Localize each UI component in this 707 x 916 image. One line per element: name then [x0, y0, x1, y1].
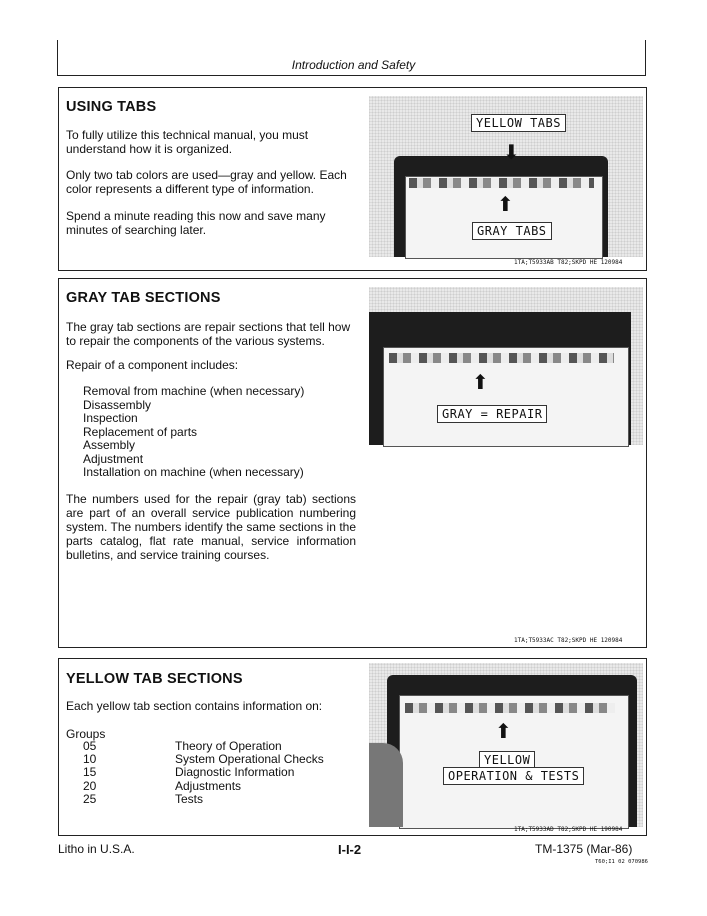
repair-steps-list	[83, 385, 363, 480]
group-number: 05	[83, 739, 97, 753]
list-item: Disassembly	[83, 397, 152, 412]
page-header-title: Introduction and Safety	[291, 58, 416, 72]
list-item: Installation on machine (when necessary)	[83, 465, 304, 479]
yellow-label: YELLOW	[479, 751, 535, 769]
using-tabs-title: USING TABS	[66, 99, 157, 115]
hand-shadow	[369, 743, 403, 827]
gray-repair-label: GRAY = REPAIR	[437, 405, 547, 423]
list-item: Replacement of parts	[83, 424, 198, 439]
gray-tabs-label: GRAY TABS	[472, 222, 552, 240]
using-tabs-paragraph-3: Spend a minute reading this now and save many minutes of searching later.	[66, 209, 326, 237]
group-description: Tests	[175, 791, 204, 806]
down-arrow-icon: ⬇	[503, 140, 520, 164]
footer-left: Litho in U.S.A.	[58, 842, 135, 856]
gray-tab-paragraph-3: The numbers used for the repair (gray tab) sections are part of an overall service publication numbering system. The numbers identify the same sections in the parts catalog, flat rate manual, service information bulletins, and service training courses.	[66, 492, 356, 562]
footer-page-number: I-I-2	[338, 842, 362, 857]
group-description: Diagnostic Information	[175, 765, 295, 780]
header-rule	[57, 75, 646, 76]
tab-strip	[409, 178, 594, 188]
groups-label: Groups	[66, 727, 106, 741]
list-item: Assembly	[83, 438, 136, 452]
footer-right: TM-1375 (Mar-86)	[535, 842, 633, 856]
list-item: Inspection	[83, 411, 138, 425]
manual-pages	[405, 176, 603, 259]
yellow-tabs-label: YELLOW TABS	[471, 114, 566, 132]
group-number: 10	[83, 752, 97, 767]
group-number: 25	[83, 791, 97, 806]
table-row	[83, 766, 324, 779]
gray-tab-paragraph-2: Repair of a component includes:	[66, 358, 239, 372]
list-item: Removal from machine (when necessary)	[83, 384, 305, 398]
group-number: 20	[83, 778, 97, 793]
table-row	[83, 793, 324, 806]
group-description: System Operational Checks	[175, 752, 324, 767]
yellow-tab-paragraph-1: Each yellow tab section contains information on:	[66, 699, 323, 713]
group-number: 15	[83, 765, 97, 780]
tab-strip	[405, 703, 615, 713]
group-description: Adjustments	[175, 778, 242, 793]
using-tabs-caption: 1TA;T5933AB T82;SKPD HE 120984	[514, 259, 623, 266]
gray-tab-caption: 1TA;T5933AC T82;SKPD HE 120984	[514, 637, 623, 644]
gray-tab-title: GRAY TAB SECTIONS	[66, 290, 221, 306]
yellow-tab-photo	[369, 663, 643, 827]
yellow-tab-caption: 1TA;T5933AD T82;SKPD HE 190984	[514, 826, 623, 833]
footer-code: T60;I1 02 070986	[595, 859, 648, 865]
yellow-tab-title: YELLOW TAB SECTIONS	[66, 671, 243, 687]
list-item: Adjustment	[83, 451, 144, 466]
up-arrow-icon: ⬆	[495, 719, 512, 743]
using-tabs-paragraph-1: To fully utilize this technical manual, you must understand how it is organized.	[66, 128, 309, 156]
gray-tab-photo	[369, 287, 643, 445]
using-tabs-paragraph-2: Only two tab colors are used—gray and yellow. Each color represents a different type of information.	[66, 168, 347, 196]
up-arrow-icon: ⬆	[472, 370, 489, 394]
group-description: Theory of Operation	[175, 739, 282, 753]
operation-tests-label: OPERATION & TESTS	[443, 767, 584, 785]
using-tabs-photo	[369, 96, 643, 257]
tab-strip	[389, 353, 614, 363]
up-arrow-icon: ⬆	[497, 192, 514, 216]
table-row	[83, 780, 324, 793]
groups-table	[83, 740, 324, 806]
gray-tab-paragraph-1: The gray tab sections are repair sections that tell how to repair the components of the various systems.	[66, 320, 351, 348]
